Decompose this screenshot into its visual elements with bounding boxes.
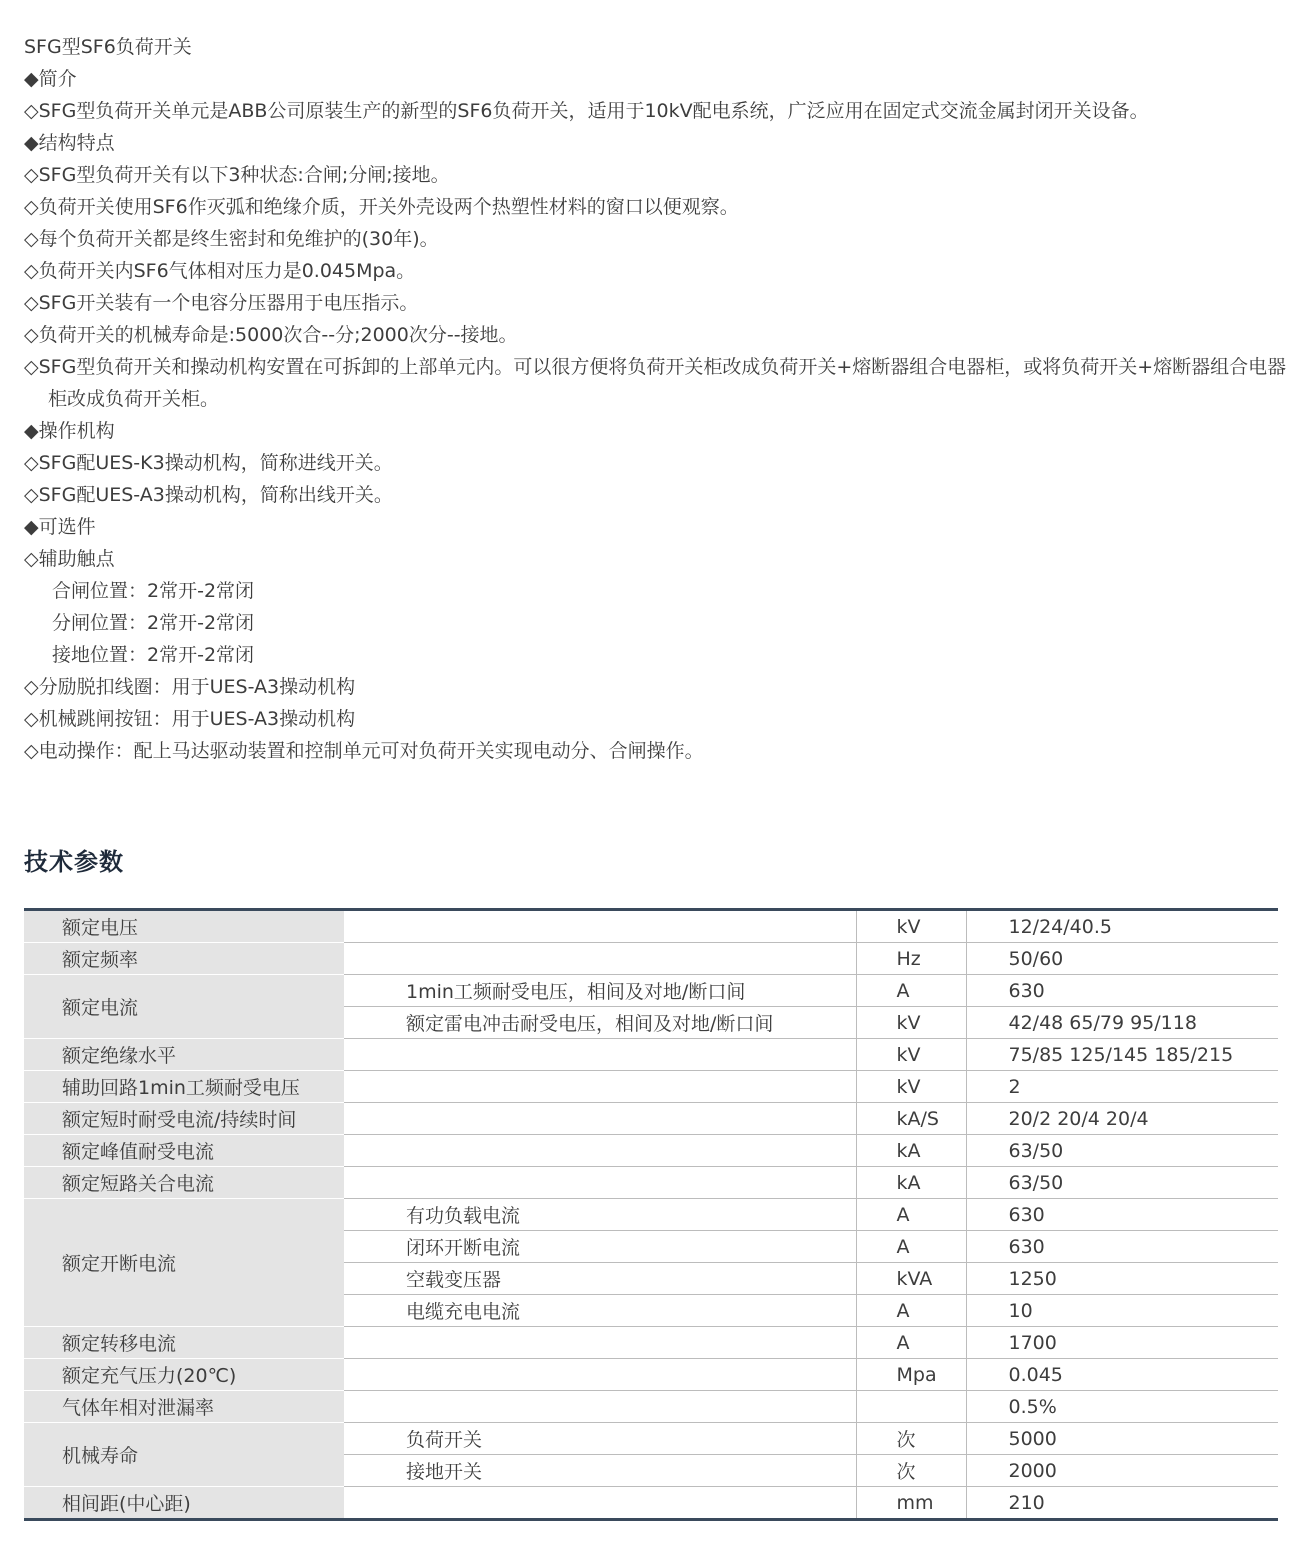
param-condition-cell: 额定雷电冲击耐受电压，相间及对地/断口间 [344, 1007, 856, 1039]
description-line: 接地位置：2常开-2常闭 [52, 644, 255, 666]
param-condition-cell [344, 1487, 856, 1520]
param-condition-cell [344, 1103, 856, 1135]
table-row [24, 975, 1278, 1007]
param-unit-cell: kV [856, 1007, 966, 1039]
description-line: ◆操作机构 [24, 420, 115, 442]
param-unit-cell: kV [856, 1039, 966, 1071]
param-value-cell: 50/60 [966, 943, 1278, 975]
param-name-cell: 额定转移电流 [24, 1327, 344, 1359]
param-unit-cell: Mpa [856, 1359, 966, 1391]
param-value-cell: 210 [966, 1487, 1278, 1520]
param-unit-cell: A [856, 1231, 966, 1263]
description-line: ◇每个负荷开关都是终生密封和免维护的(30年)。 [24, 228, 439, 250]
param-unit-cell: kV [856, 1071, 966, 1103]
table-row [24, 1327, 1278, 1359]
param-value-cell: 42/48 65/79 95/118 [966, 1007, 1278, 1039]
param-condition-cell [344, 1391, 856, 1423]
param-name-cell: 额定短路关合电流 [24, 1167, 344, 1199]
param-unit-cell: 次 [856, 1423, 966, 1455]
param-condition-cell: 接地开关 [344, 1455, 856, 1487]
description-line: ◆结构特点 [24, 132, 115, 154]
table-row [24, 910, 1278, 943]
param-condition-cell: 闭环开断电流 [344, 1231, 856, 1263]
param-value-cell: 63/50 [966, 1167, 1278, 1199]
param-value-cell: 2 [966, 1071, 1278, 1103]
table-row [24, 1487, 1278, 1520]
description-line: ◆简介 [24, 68, 77, 90]
param-name-cell: 额定频率 [24, 943, 344, 975]
param-condition-cell: 电缆充电电流 [344, 1295, 856, 1327]
description-line: ◆可选件 [24, 516, 96, 538]
table-row [24, 1359, 1278, 1391]
param-value-cell: 630 [966, 1199, 1278, 1231]
param-unit-cell: kA/S [856, 1103, 966, 1135]
param-condition-cell [344, 1359, 856, 1391]
param-unit-cell: kV [856, 910, 966, 943]
table-row [24, 1039, 1278, 1071]
param-unit-cell: mm [856, 1487, 966, 1520]
param-value-cell: 10 [966, 1295, 1278, 1327]
param-name-cell: 辅助回路1min工频耐受电压 [24, 1071, 344, 1103]
param-condition-cell: 有功负载电流 [344, 1199, 856, 1231]
description-line: ◇分励脱扣线圈：用于UES-A3操动机构 [24, 676, 356, 698]
description-line: 合闸位置：2常开-2常闭 [52, 580, 255, 602]
description-line: ◇电动操作：配上马达驱动装置和控制单元可对负荷开关实现电动分、合闸操作。 [24, 740, 704, 762]
table-row [24, 1423, 1278, 1455]
param-condition-cell [344, 1071, 856, 1103]
table-row [24, 1135, 1278, 1167]
param-unit-cell [856, 1391, 966, 1423]
param-value-cell: 630 [966, 1231, 1278, 1263]
param-condition-cell [344, 1327, 856, 1359]
param-name-cell: 额定电流 [24, 975, 344, 1039]
param-value-cell: 12/24/40.5 [966, 910, 1278, 943]
param-unit-cell: kA [856, 1167, 966, 1199]
description-line: ◇SFG开关装有一个电容分压器用于电压指示。 [24, 292, 419, 314]
param-value-cell: 75/85 125/145 185/215 [966, 1039, 1278, 1071]
table-row [24, 1103, 1278, 1135]
description-line: ◇SFG配UES-K3操动机构，简称进线开关。 [24, 452, 393, 474]
table-row [24, 1167, 1278, 1199]
description-line: ◇负荷开关的机械寿命是:5000次合--分;2000次分--接地。 [24, 324, 518, 346]
table-row [24, 1071, 1278, 1103]
description-line: ◇SFG型负荷开关有以下3种状态:合闸;分闸;接地。 [24, 164, 450, 186]
section-title: 技术参数 [24, 848, 124, 876]
description-line: ◇负荷开关内SF6气体相对压力是0.045Mpa。 [24, 260, 416, 282]
param-value-cell: 63/50 [966, 1135, 1278, 1167]
description-line: ◇机械跳闸按钮：用于UES-A3操动机构 [24, 708, 356, 730]
param-name-cell: 相间距(中心距) [24, 1487, 344, 1520]
description-line: ◇负荷开关使用SF6作灭弧和绝缘介质，开关外壳设两个热塑性材料的窗口以便观察。 [24, 196, 739, 218]
description-line: SFG型SF6负荷开关 [24, 36, 192, 58]
param-value-cell: 0.045 [966, 1359, 1278, 1391]
param-name-cell: 额定开断电流 [24, 1199, 344, 1327]
param-condition-cell [344, 943, 856, 975]
param-condition-cell [344, 1039, 856, 1071]
table-row [24, 1199, 1278, 1231]
param-condition-cell: 负荷开关 [344, 1423, 856, 1455]
param-name-cell: 额定充气压力(20℃) [24, 1359, 344, 1391]
param-unit-cell: A [856, 1295, 966, 1327]
param-unit-cell: 次 [856, 1455, 966, 1487]
param-condition-cell: 1min工频耐受电压，相间及对地/断口间 [344, 975, 856, 1007]
param-name-cell: 额定短时耐受电流/持续时间 [24, 1103, 344, 1135]
param-value-cell: 1700 [966, 1327, 1278, 1359]
table-row [24, 1391, 1278, 1423]
param-value-cell: 1250 [966, 1263, 1278, 1295]
description-line: ◇辅助触点 [24, 548, 115, 570]
param-condition-cell [344, 910, 856, 943]
param-name-cell: 气体年相对泄漏率 [24, 1391, 344, 1423]
param-unit-cell: A [856, 1199, 966, 1231]
param-unit-cell: A [856, 975, 966, 1007]
technical-parameters-table [24, 908, 1278, 1521]
param-unit-cell: Hz [856, 943, 966, 975]
param-name-cell: 机械寿命 [24, 1423, 344, 1487]
product-description [24, 31, 1294, 767]
description-line: ◇SFG型负荷开关和操动机构安置在可拆卸的上部单元内。可以很方便将负荷开关柜改成负荷开关+熔断器组合电器柜，或将负荷开关+熔断器组合电器柜改成负荷开关柜。 [24, 356, 1287, 410]
description-line: 分闸位置：2常开-2常闭 [52, 612, 255, 634]
param-name-cell: 额定峰值耐受电流 [24, 1135, 344, 1167]
table-row [24, 943, 1278, 975]
param-value-cell: 20/2 20/4 20/4 [966, 1103, 1278, 1135]
param-unit-cell: kA [856, 1135, 966, 1167]
param-unit-cell: kVA [856, 1263, 966, 1295]
param-value-cell: 630 [966, 975, 1278, 1007]
description-line: ◇SFG型负荷开关单元是ABB公司原装生产的新型的SF6负荷开关，适用于10kV配电系统，广泛应用在固定式交流金属封闭开关设备。 [24, 100, 1149, 122]
param-condition-cell [344, 1135, 856, 1167]
param-value-cell: 2000 [966, 1455, 1278, 1487]
param-condition-cell: 空载变压器 [344, 1263, 856, 1295]
param-condition-cell [344, 1167, 856, 1199]
param-name-cell: 额定绝缘水平 [24, 1039, 344, 1071]
param-value-cell: 5000 [966, 1423, 1278, 1455]
description-line: ◇SFG配UES-A3操动机构，简称出线开关。 [24, 484, 393, 506]
param-value-cell: 0.5% [966, 1391, 1278, 1423]
param-name-cell: 额定电压 [24, 910, 344, 943]
param-unit-cell: A [856, 1327, 966, 1359]
